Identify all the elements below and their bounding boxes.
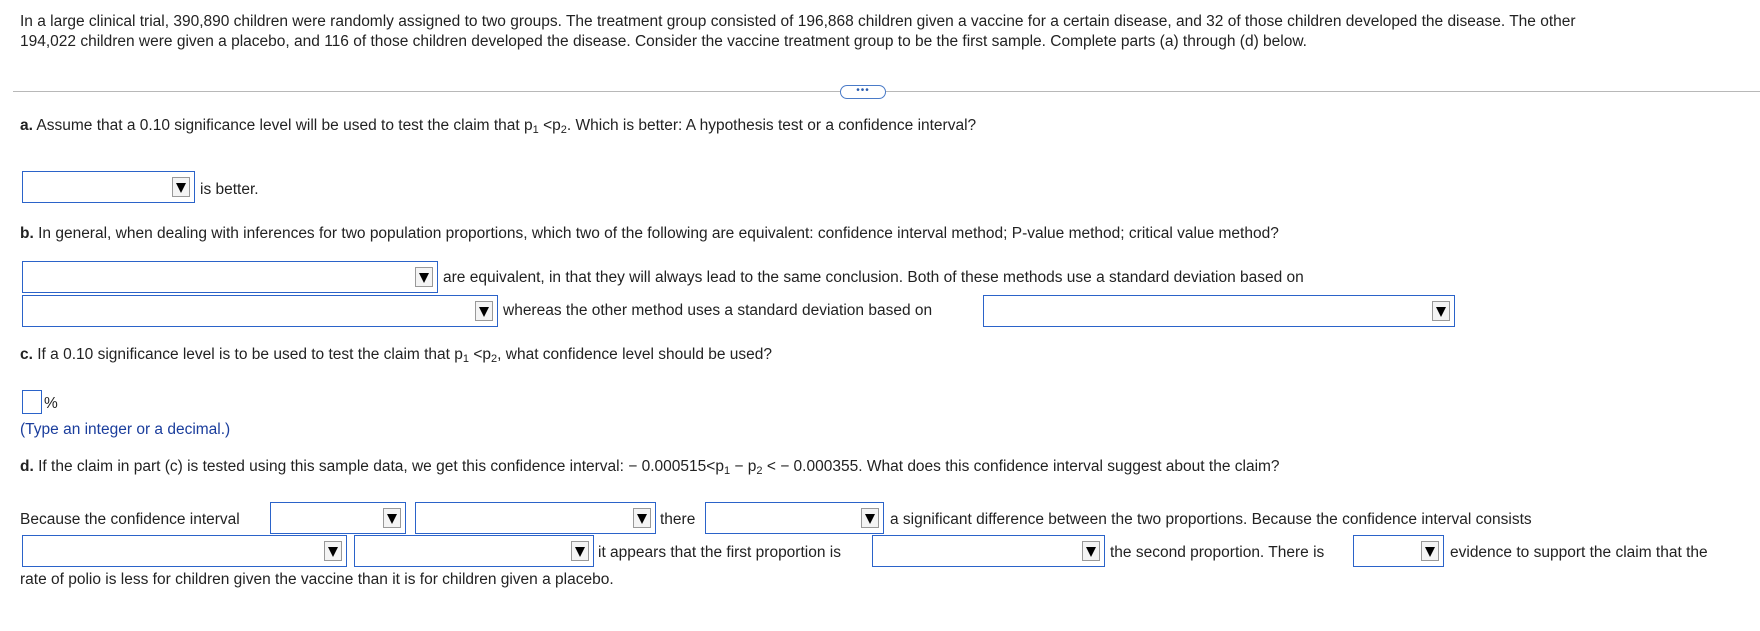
other-method-basis-dropdown[interactable] [983, 295, 1455, 327]
chevron-down-icon [633, 508, 651, 528]
chevron-down-icon [861, 508, 879, 528]
percent-sign: % [44, 395, 58, 412]
equivalent-methods-dropdown[interactable] [22, 261, 438, 293]
problem-statement [20, 12, 1576, 52]
interval-values-sign-dropdown[interactable] [354, 535, 594, 567]
ci-lower-bound: − 0.000515 [628, 458, 707, 475]
chevron-down-icon [172, 177, 190, 197]
part-a-question: a. Assume that a 0.10 significance level will be used to test the claim that $p_1 <p_2$. Which is better: A hypothesis test or a confidence interval? [20, 117, 977, 136]
problem-line-2: 194,022 children were given a placebo, and 116 of those children developed the disease. Consider the vaccine treatment group to be the first sample. Complete parts (a) through (d) below. [20, 33, 1307, 50]
chevron-down-icon [324, 541, 342, 561]
chevron-down-icon [475, 301, 493, 321]
better-method-dropdown[interactable] [22, 171, 195, 203]
ci-upper-bound: − 0.000355 [780, 458, 859, 475]
part-d-text-7: rate of polio is less for children given the vaccine than it is for children given a placebo. [20, 571, 614, 588]
chevron-down-icon [1432, 301, 1450, 321]
part-d-text-2: there [660, 511, 696, 528]
part-c-label: c. [20, 346, 33, 363]
part-b-question: b. In general, when dealing with inferences for two population proportions, which two of the following are equivalent: confidence interval method; P-value method; critical value method? [20, 225, 1279, 242]
part-d-question: d. If the claim in part (c) is tested using this sample data, we get this confidence interval: − $0.000515<p_1 - p_2$ < − 0.000355. What does this confidence interval suggest about the claim? [20, 458, 1280, 477]
part-b-text-1: are equivalent, in that they will always lead to the same conclusion. Both of these methods use a standard deviation based on [443, 269, 1304, 286]
chevron-down-icon [383, 508, 401, 528]
chevron-down-icon [1421, 541, 1439, 561]
part-c-question: c. If a 0.10 significance level is to be used to test the claim that $p_1 <p_2$, what confidence level should be used? [20, 346, 773, 365]
chevron-down-icon [571, 541, 589, 561]
evidence-dropdown[interactable] [1353, 535, 1444, 567]
significance-dropdown[interactable] [705, 502, 884, 534]
interval-includes-dropdown[interactable] [270, 502, 406, 534]
confidence-level-input[interactable] [22, 390, 42, 414]
part-a-label: a. [20, 117, 33, 134]
part-a-answer-suffix: is better. [200, 181, 259, 198]
expand-ellipsis-button[interactable]: ••• [840, 85, 886, 99]
part-d-label: d. [20, 458, 34, 475]
interval-value-dropdown[interactable] [415, 502, 656, 534]
part-b-label: b. [20, 225, 34, 242]
part-d-text-5: the second proportion. There is [1110, 544, 1325, 561]
part-b-text-2: whereas the other method uses a standard deviation based on [503, 302, 933, 319]
part-d-text-6: evidence to support the claim that the [1450, 544, 1708, 561]
standard-deviation-basis-dropdown[interactable] [22, 295, 498, 327]
interval-consists-dropdown[interactable] [22, 535, 347, 567]
chevron-down-icon [415, 267, 433, 287]
proportion-comparison-dropdown[interactable] [872, 535, 1105, 567]
part-d-text-1: Because the confidence interval [20, 511, 240, 528]
chevron-down-icon [1082, 541, 1100, 561]
problem-line-1: In a large clinical trial, 390,890 children were randomly assigned to two groups. The treatment group consisted of 196,868 children given a vaccine for a certain disease, and 32 of those children developed the disease. The other [20, 13, 1576, 30]
part-d-text-3: a significant difference between the two proportions. Because the confidence interval consists [890, 511, 1532, 528]
input-hint: (Type an integer or a decimal.) [20, 421, 231, 438]
section-divider [13, 91, 1760, 92]
part-d-text-4: it appears that the first proportion is [598, 544, 841, 561]
